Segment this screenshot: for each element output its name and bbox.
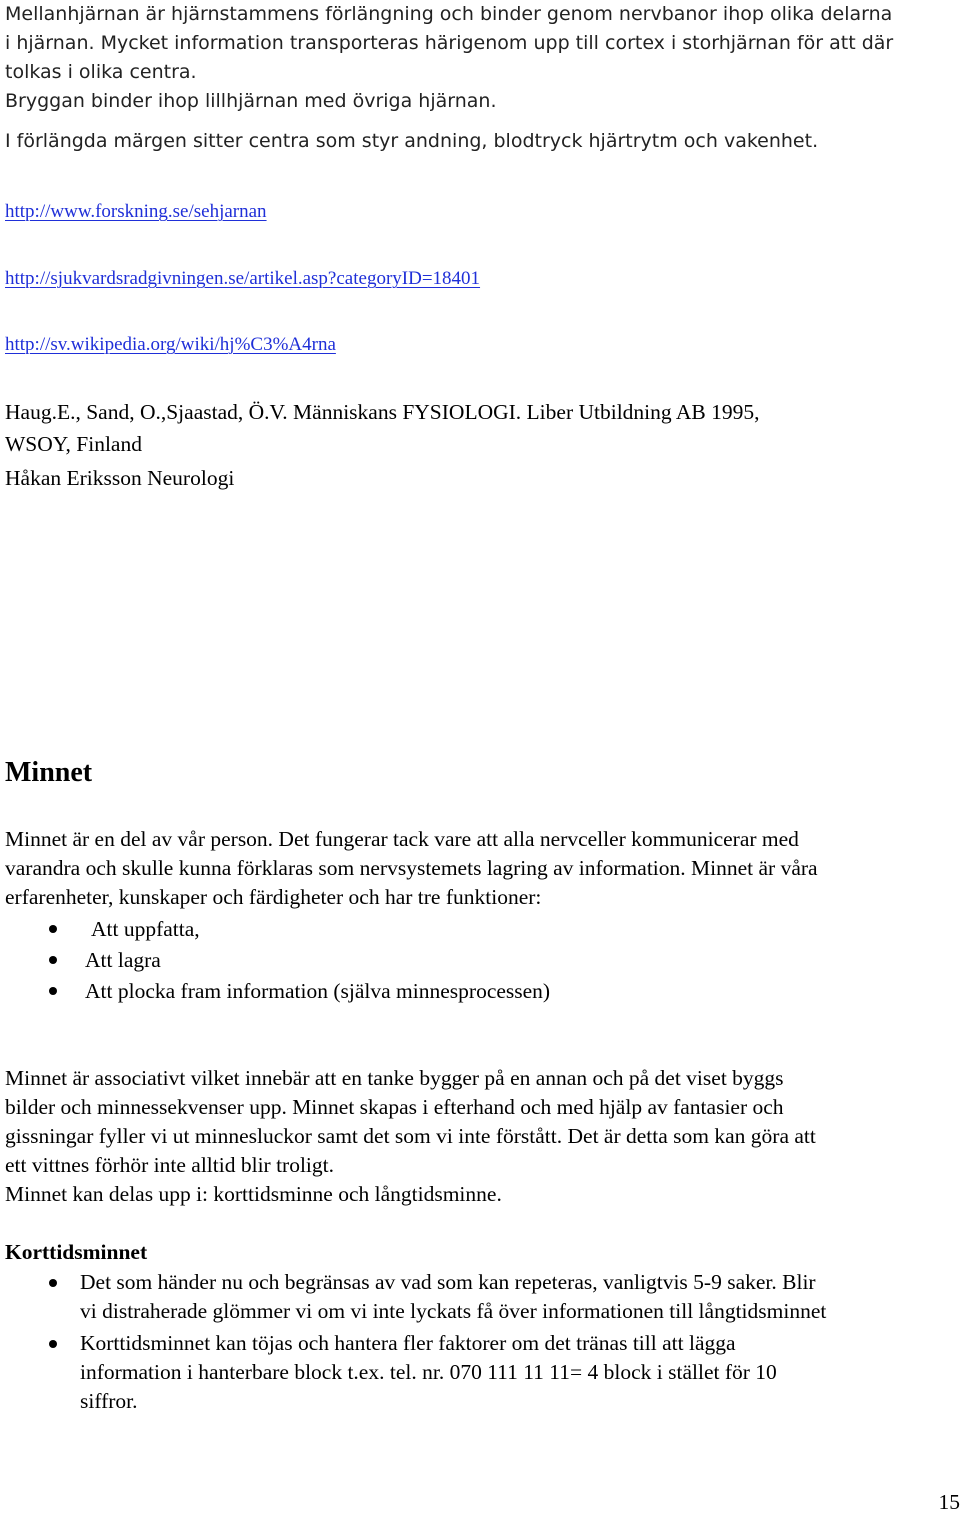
minnet-para2-line-5: Minnet kan delas upp i: korttidsminne och långtidsminne.	[5, 1180, 960, 1209]
korttidsminnet-heading: Korttidsminnet	[5, 1238, 960, 1267]
minnet-para1-line-2: varandra och skulle kunna förklaras som nervsystemets lagring av information. Minnet är våra	[5, 854, 960, 883]
minnet-para2-line-3: gissningar fyller vi ut minnesluckor samt det som vi inte förstått. Det är detta som kan göra att	[5, 1122, 960, 1151]
bullet-icon	[49, 1340, 57, 1348]
korttid-bullet-1-line-2: vi distraherade glömmer vi om vi inte lyckats få över informationen till långtidsminnet	[80, 1297, 826, 1326]
korttid-bullet-2-line-3: siffror.	[80, 1387, 138, 1416]
reference-line-3: Håkan Eriksson Neurologi	[5, 464, 960, 493]
function-item-3: Att plocka fram information (själva minnesprocessen)	[85, 976, 550, 1007]
page-number: 15	[939, 1489, 960, 1515]
bullet-icon	[49, 956, 57, 964]
intro-line-2: i hjärnan. Mycket information transporteras härigenom upp till cortex i storhjärnan för att där	[5, 29, 960, 58]
bullet-icon	[49, 1279, 57, 1287]
korttid-bullet-2-line-1: Korttidsminnet kan töjas och hantera fler faktorer om det tränas till att lägga	[80, 1329, 736, 1358]
minnet-heading: Minnet	[5, 756, 960, 790]
link-sjukvardsradgivningen[interactable]: http://sjukvardsradgivningen.se/artikel.asp?categoryID=18401	[5, 264, 480, 293]
function-item-1: Att uppfatta,	[91, 914, 200, 945]
minnet-para2-line-2: bilder och minnessekvenser upp. Minnet skapas i efterhand och med hjälp av fantasier och	[5, 1093, 960, 1122]
bullet-icon	[49, 925, 57, 933]
korttid-bullet-2-line-2: information i hanterbare block t.ex. tel. nr. 070 111 11 11= 4 block i stället för 10	[80, 1358, 777, 1387]
link-row-1	[5, 197, 960, 226]
link-wikipedia[interactable]: http://sv.wikipedia.org/wiki/hj%C3%A4rna	[5, 330, 336, 359]
bullet-icon	[49, 987, 57, 995]
intro-line-4: Bryggan binder ihop lillhjärnan med övriga hjärnan.	[5, 87, 960, 116]
document-page	[5, 0, 960, 1514]
intro-line-3: tolkas i olika centra.	[5, 58, 960, 87]
link-row-2	[5, 264, 960, 293]
intro-line-5: I förlängda märgen sitter centra som styr andning, blodtryck hjärtrytm och vakenhet.	[5, 127, 960, 156]
korttid-bullet-1-line-1: Det som händer nu och begränsas av vad som kan repeteras, vanligtvis 5-9 saker. Blir	[80, 1268, 816, 1297]
link-forskning[interactable]: http://www.forskning.se/sehjarnan	[5, 197, 267, 226]
reference-line-1: Haug.E., Sand, O.,Sjaastad, Ö.V. Människans FYSIOLOGI. Liber Utbildning AB 1995,	[5, 398, 960, 427]
intro-line-1: Mellanhjärnan är hjärnstammens förlängning och binder genom nervbanor ihop olika delarna	[5, 0, 960, 29]
minnet-para2-line-4: ett vittnes förhör inte alltid blir troligt.	[5, 1151, 960, 1180]
function-item-2: Att lagra	[85, 945, 161, 976]
minnet-para2-line-1: Minnet är associativt vilket innebär att en tanke bygger på en annan och på det viset byggs	[5, 1064, 960, 1093]
link-row-3	[5, 330, 960, 359]
minnet-para1-line-1: Minnet är en del av vår person. Det fungerar tack vare att alla nervceller kommunicerar med	[5, 825, 960, 854]
reference-line-2: WSOY, Finland	[5, 430, 960, 459]
minnet-para1-line-3: erfarenheter, kunskaper och färdigheter och har tre funktioner:	[5, 883, 960, 912]
